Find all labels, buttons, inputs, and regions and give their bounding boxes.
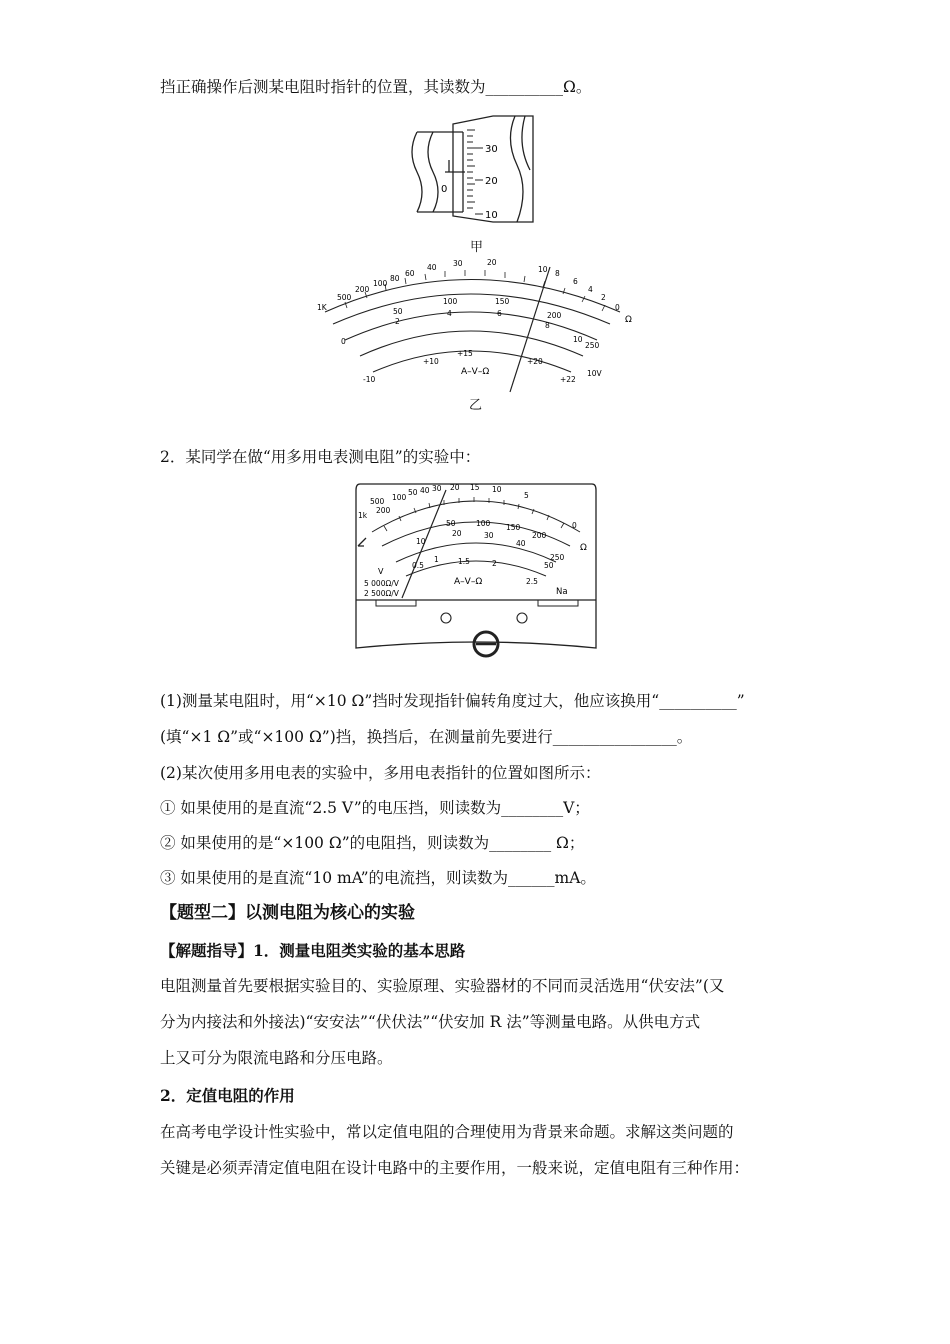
scale-db-plus10: +10 xyxy=(423,357,439,366)
paragraph-2-line-2: 关键是必须弄清定值电阻在设计电路中的主要作用，一般来说，定值电阻有三种作用： xyxy=(160,1159,750,1177)
meter-scale-figure xyxy=(305,252,640,397)
micrometer-figure xyxy=(405,110,545,240)
meter2-ohm-5: 5 xyxy=(524,491,529,500)
meter2-ohm-40: 40 xyxy=(420,486,430,495)
scale-mid-50: 50 xyxy=(393,307,403,316)
meter2-ohm-0: 0 xyxy=(572,521,577,530)
scale-ohm-2: 2 xyxy=(601,293,606,302)
question-2-choice-1: ① 如果使用的是直流“2.5 V”的电压挡，则读数为________V； xyxy=(160,799,590,817)
meter2-dc-250: 250 xyxy=(550,553,565,562)
question-2-choice-2: ② 如果使用的是“×100 Ω”的电阻挡，则读数为________ Ω； xyxy=(160,834,585,852)
meter2-omega: Ω xyxy=(580,543,587,553)
scale-ac-8: 8 xyxy=(545,321,550,330)
scale-db-plus15: +15 xyxy=(457,349,473,358)
meter2-mid-10: 10 xyxy=(416,537,426,546)
scale-center-label: A–V–Ω xyxy=(461,367,490,377)
meter2-dc-100: 100 xyxy=(476,519,491,528)
micrometer-tick-10: 10 xyxy=(485,210,498,221)
paragraph-1-line-2: 分为内接法和外接法)“安安法”“伏伏法”“伏安加 R 法”等测量电路。从供电方式 xyxy=(160,1013,701,1031)
scale-ohm-10: 10 xyxy=(538,265,548,274)
meter2-mid-40: 40 xyxy=(516,539,526,548)
scale-mid-150: 150 xyxy=(495,297,510,306)
meter2-spec-5000: 5 000Ω/V xyxy=(364,579,399,588)
scale-ohm-60: 60 xyxy=(405,269,415,278)
scale-ohm-4: 4 xyxy=(588,285,593,294)
meter2-dc-150: 150 xyxy=(506,523,521,532)
scale-ac-4: 4 xyxy=(447,309,452,318)
scale-ac-2: 2 xyxy=(395,317,400,326)
figure-caption-yi: 乙 xyxy=(469,398,483,413)
scale-ohm-1k: 1K xyxy=(317,303,327,312)
scale-mid-0: 0 xyxy=(341,337,346,346)
meter2-ohm-1k: 1k xyxy=(358,511,368,520)
micrometer-tick-30: 30 xyxy=(485,144,498,155)
section-title: 【题型二】以测电阻为核心的实验 xyxy=(160,903,415,923)
text-line-reading: 挡正确操作后测某电阻时指针的位置，其读数为__________Ω。 xyxy=(160,78,592,96)
question-2-intro: 2．某同学在做“用多用电表测电阻”的实验中： xyxy=(160,448,481,466)
micrometer-tick-20: 20 xyxy=(485,176,498,187)
micrometer-sleeve-zero: 0 xyxy=(441,184,448,195)
scale-db-minus10: -10 xyxy=(363,375,376,384)
question-2-part1-line2: (填“×1 Ω”或“×100 Ω”)挡，换挡后，在测量前先要进行________________。 xyxy=(160,728,693,746)
meter2-dc-50: 50 xyxy=(446,519,456,528)
paragraph-2-line-1: 在高考电学设计性实验中，常以定值电阻的合理使用为背景来命题。求解这类问题的 xyxy=(160,1123,734,1141)
meter2-ohm-200: 200 xyxy=(376,506,391,515)
paragraph-1-line-3: 上又可分为限流电路和分压电路。 xyxy=(160,1049,393,1067)
scale-mid-250: 250 xyxy=(585,341,600,350)
meter2-ohm-10: 10 xyxy=(492,485,502,494)
meter2-low-1.5: 1.5 xyxy=(458,557,470,566)
meter2-low-0.5: 0.5 xyxy=(412,561,424,570)
question-2-choice-3: ③ 如果使用的是直流“10 mA”的电流挡，则读数为______mA。 xyxy=(160,869,596,887)
meter2-ohm-50: 50 xyxy=(408,488,418,497)
meter2-mid-50: 50 xyxy=(544,561,554,570)
scale-db-plus20: +20 xyxy=(527,357,543,366)
meter2-ohm-20: 20 xyxy=(450,483,460,492)
figure-caption-jia: 甲 xyxy=(470,240,484,255)
scale-ohm-8: 8 xyxy=(555,269,560,278)
meter2-mid-30: 30 xyxy=(484,531,494,540)
scale-mid-200: 200 xyxy=(547,311,562,320)
scale-ohm-500: 500 xyxy=(337,293,352,302)
meter2-na-label: Na xyxy=(556,587,568,597)
meter2-spec-2500: 2 500Ω/V xyxy=(364,589,399,598)
meter2-ohm-500: 500 xyxy=(370,497,385,506)
scale-ohm-200: 200 xyxy=(355,285,370,294)
question-2-part2: (2)某次使用多用电表的实验中，多用电表指针的位置如图所示： xyxy=(160,764,601,782)
subsection-2-title: 2．定值电阻的作用 xyxy=(160,1086,295,1105)
question-2-part1-line1: (1)测量某电阻时，用“×10 Ω”挡时发现指针偏转角度过大，他应该换用“__________” xyxy=(160,692,745,710)
scale-ac-6: 6 xyxy=(497,309,502,318)
meter2-low-2: 2 xyxy=(492,559,497,568)
scale-ohm-6: 6 xyxy=(573,277,578,286)
paragraph-1-line-1: 电阻测量首先要根据实验目的、实验原理、实验器材的不同而灵活选用“伏安法”(又 xyxy=(160,977,725,995)
scale-ac-10: 10 xyxy=(573,335,583,344)
scale-ohm-0: 0 xyxy=(615,303,620,312)
meter2-low-1: 1 xyxy=(434,555,439,564)
meter2-dc-200: 200 xyxy=(532,531,547,540)
multimeter-figure xyxy=(354,480,599,670)
scale-ohm-30: 30 xyxy=(453,259,463,268)
guide-title: 【解题指导】1．测量电阻类实验的基本思路 xyxy=(160,941,466,960)
meter2-mid-20: 20 xyxy=(452,529,462,538)
meter2-low-2.5: 2.5 xyxy=(526,577,538,586)
meter2-ohm-100: 100 xyxy=(392,493,407,502)
scale-10v-label: 10V xyxy=(587,369,602,378)
scale-ohm-100: 100 xyxy=(373,279,388,288)
scale-mid-100: 100 xyxy=(443,297,458,306)
scale-db-plus22: +22 xyxy=(560,375,576,384)
scale-ohm-20: 20 xyxy=(487,258,497,267)
meter2-v-mark: V xyxy=(378,567,384,576)
meter2-ohm-30: 30 xyxy=(432,484,442,493)
meter2-ohm-15: 15 xyxy=(470,483,480,492)
scale-ohm-80: 80 xyxy=(390,274,400,283)
meter2-center-label: A–V–Ω xyxy=(454,577,483,587)
scale-ohm-40: 40 xyxy=(427,263,437,272)
scale-omega: Ω xyxy=(625,315,632,325)
